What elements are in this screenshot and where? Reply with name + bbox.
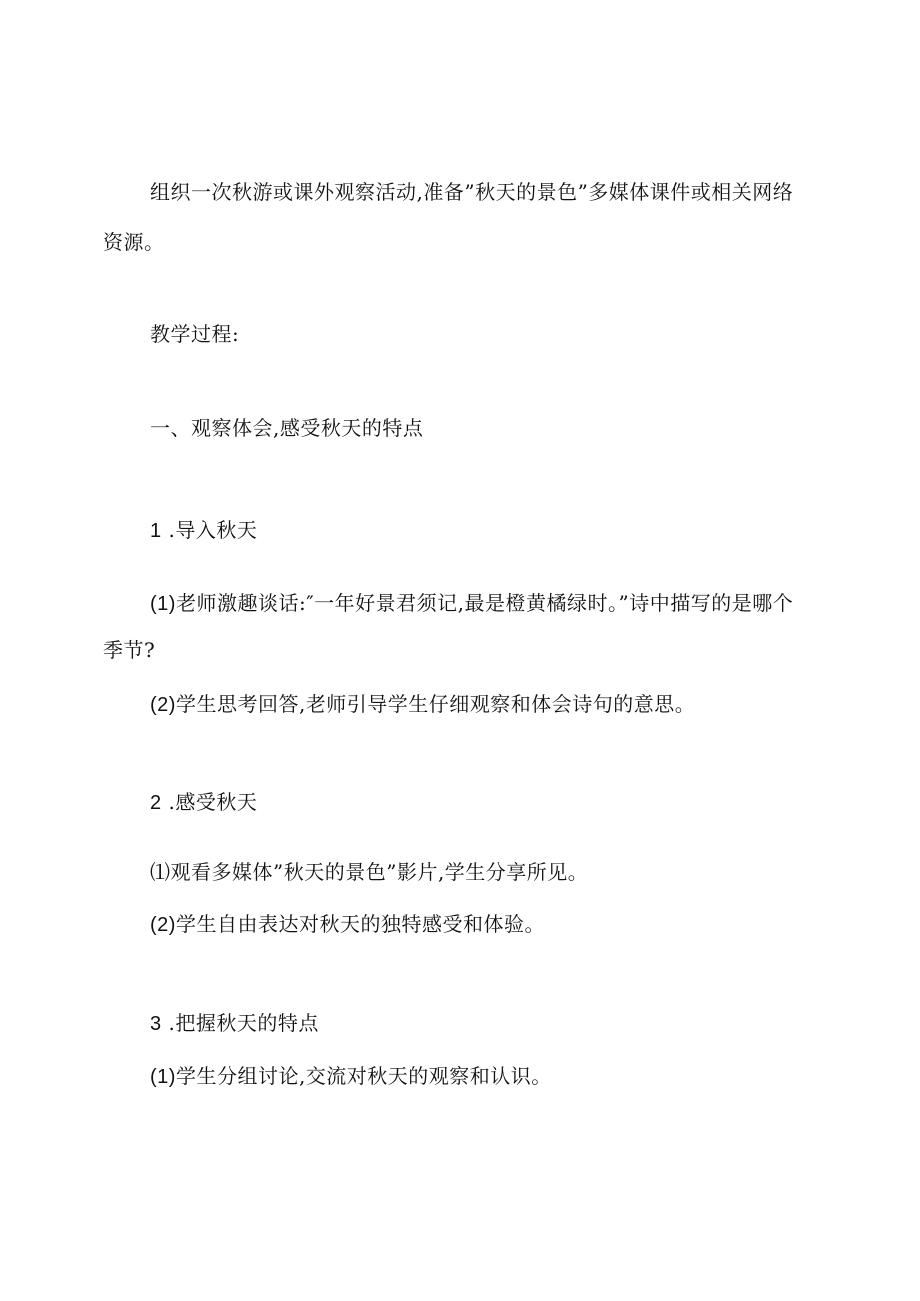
item-3-1-number: (1): [150, 1066, 176, 1088]
paragraph-preparation-line2: 资源。: [103, 230, 165, 254]
teaching-process-title: 教学过程:: [150, 322, 240, 346]
item-2-2-text: 学生自由表达对秋天的独特感受和体验。: [175, 912, 545, 936]
item-2-2-number: (2): [150, 914, 176, 936]
subsection-2-heading: [150, 790, 257, 815]
subsection-3-heading: [150, 1011, 319, 1036]
item-2-2: [150, 912, 545, 937]
section-1-title: 一、观察体会,感受秋天的特点: [150, 416, 424, 440]
item-3-1-text: 学生分组讨论,交流对秋天的观察和认识。: [175, 1064, 552, 1088]
item-3-1: [150, 1064, 552, 1089]
subsection-2-number: 2: [150, 792, 162, 814]
item-1-1-number: (1): [150, 593, 176, 615]
item-2-1: [150, 860, 588, 884]
paragraph-preparation-line1: 组织一次秋游或课外观察活动,准备”秋天的景色”多媒体课件或相关网络: [150, 180, 794, 204]
item-1-2-text: 学生思考回答,老师引导学生仔细观察和体会诗句的意思。: [175, 692, 696, 716]
item-1-2: [150, 692, 695, 717]
subsection-1-title: .导入秋天: [168, 518, 258, 542]
item-2-1-text: 观看多媒体”秋天的景色”影片,学生分享所见。: [170, 860, 589, 884]
item-1-1-text: 老师激趣谈话:″一年好景君须记,最是橙黄橘绿时。”诗中描写的是哪个: [175, 591, 794, 615]
item-1-1-line2: 季节?: [103, 638, 156, 662]
subsection-1-number: 1: [150, 520, 162, 542]
item-2-1-number: ⑴: [150, 860, 171, 884]
subsection-3-number: 3: [150, 1013, 162, 1035]
subsection-1-heading: [150, 518, 257, 543]
item-1-2-number: (2): [150, 694, 176, 716]
subsection-2-title: .感受秋天: [168, 790, 258, 814]
subsection-3-title: .把握秋天的特点: [168, 1011, 319, 1035]
item-1-1-line1: [150, 591, 793, 616]
